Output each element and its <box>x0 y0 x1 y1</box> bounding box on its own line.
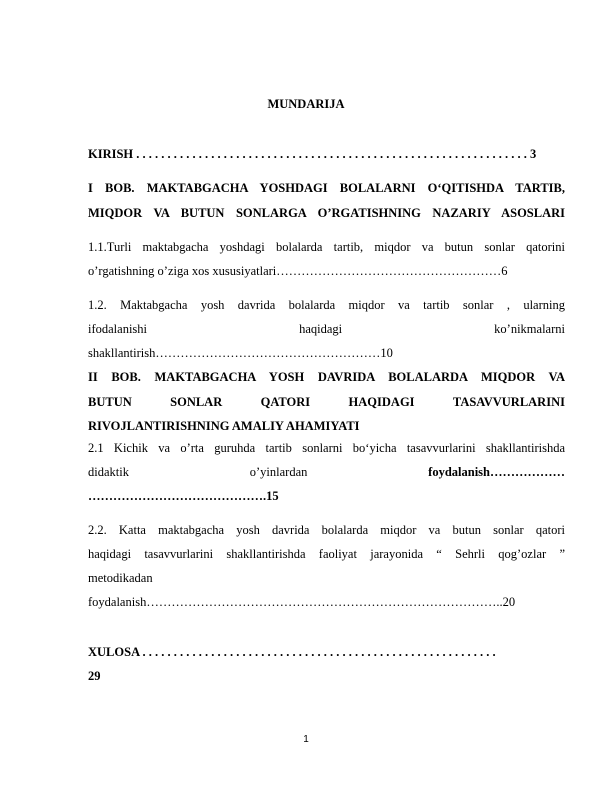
toc-section-2-1-line-2 <box>88 465 565 480</box>
toc-chapter-2-line-1: II BOB. MAKTABGACHA YOSH DAVRIDA BOLALARDA MIQDOR VA <box>88 370 565 384</box>
toc-word: TASAVVURLARINI <box>452 395 565 409</box>
toc-section-2-2-line-4: foydalanish…………………………………………………………………………..20 <box>88 595 516 609</box>
toc-section-2-2-line-1: 2.2. Katta maktabgacha yosh davrida bolalarda miqdor va butun sonlar qatori <box>88 523 565 537</box>
toc-chapter-2-line-3: RIVOJLANTIRISHNING AMALIY AHAMIYATI <box>88 419 360 433</box>
toc-section-2-1-line-1: 2.1 Kichik va o’rta guruhda tartib sonlarni bo‘yicha tasavvurlarini shakllantirishda <box>88 441 565 455</box>
toc-section-1-2-line-2 <box>88 322 565 337</box>
toc-entry-xulosa-line-1: XULOSA . . . . . . . . . . . . . . . . . . . . . . . . . . . . . . . . . . . . . . . . . . . . . . . . . . . . . . . . . <box>88 645 496 659</box>
toc-section-1-2-line-3: shakllantirish………………………………………………10 <box>88 346 393 360</box>
page-title: MUNDARIJA <box>267 97 345 111</box>
toc-chapter-1-line-2: MIQDOR VA BUTUN SONLARGA O’RGATISHNING NAZARIY ASOSLARI <box>88 206 565 220</box>
toc-section-1-1-line-1: 1.1.Turli maktabgacha yoshdagi bolalarda tartib, miqdor va butun sonlar qatorini <box>88 240 565 254</box>
toc-word: ifodalanishi <box>88 322 148 336</box>
toc-word: foydalanish……………… <box>428 465 565 479</box>
toc-section-2-2-line-2: haqidagi tasavvurlarini shakllantirishda faoliyat jarayonida “ Sehrli qog’ozlar ” <box>88 547 565 561</box>
toc-word: o’yinlardan <box>249 465 308 479</box>
toc-word: HAQIDAGI <box>348 395 415 409</box>
toc-section-2-2-line-3: metodikadan <box>88 571 153 585</box>
page-number: 1 <box>303 734 309 745</box>
toc-section-1-1-line-2: o’rgatishning o’ziga xos xususiyatlari………………………………………………6 <box>88 264 508 278</box>
toc-word: haqidagi <box>299 322 343 336</box>
toc-word: ko’nikmalarni <box>494 322 565 336</box>
toc-section-2-1-line-3: …………………………………….15 <box>88 489 279 503</box>
toc-word: QATORI <box>260 395 311 409</box>
toc-entry-kirish: KIRISH . . . . . . . . . . . . . . . . . . . . . . . . . . . . . . . . . . . . . . . . . . . . . . . . . . . . . . . . . . . . . . . 3 <box>88 147 537 161</box>
toc-section-1-2-line-1: 1.2. Maktabgacha yosh davrida bolalarda miqdor va tartib sonlar , ularning <box>88 298 565 312</box>
toc-word: didaktik <box>88 465 129 479</box>
toc-entry-xulosa-line-2: 29 <box>88 669 101 683</box>
toc-chapter-1-line-1: I BOB. MAKTABGACHA YOSHDAGI BOLALARNI O‘QITISHDA TARTIB, <box>88 181 565 195</box>
toc-word: BUTUN <box>88 395 132 409</box>
toc-word: SONLAR <box>170 395 223 409</box>
toc-chapter-2-line-2 <box>88 395 565 410</box>
